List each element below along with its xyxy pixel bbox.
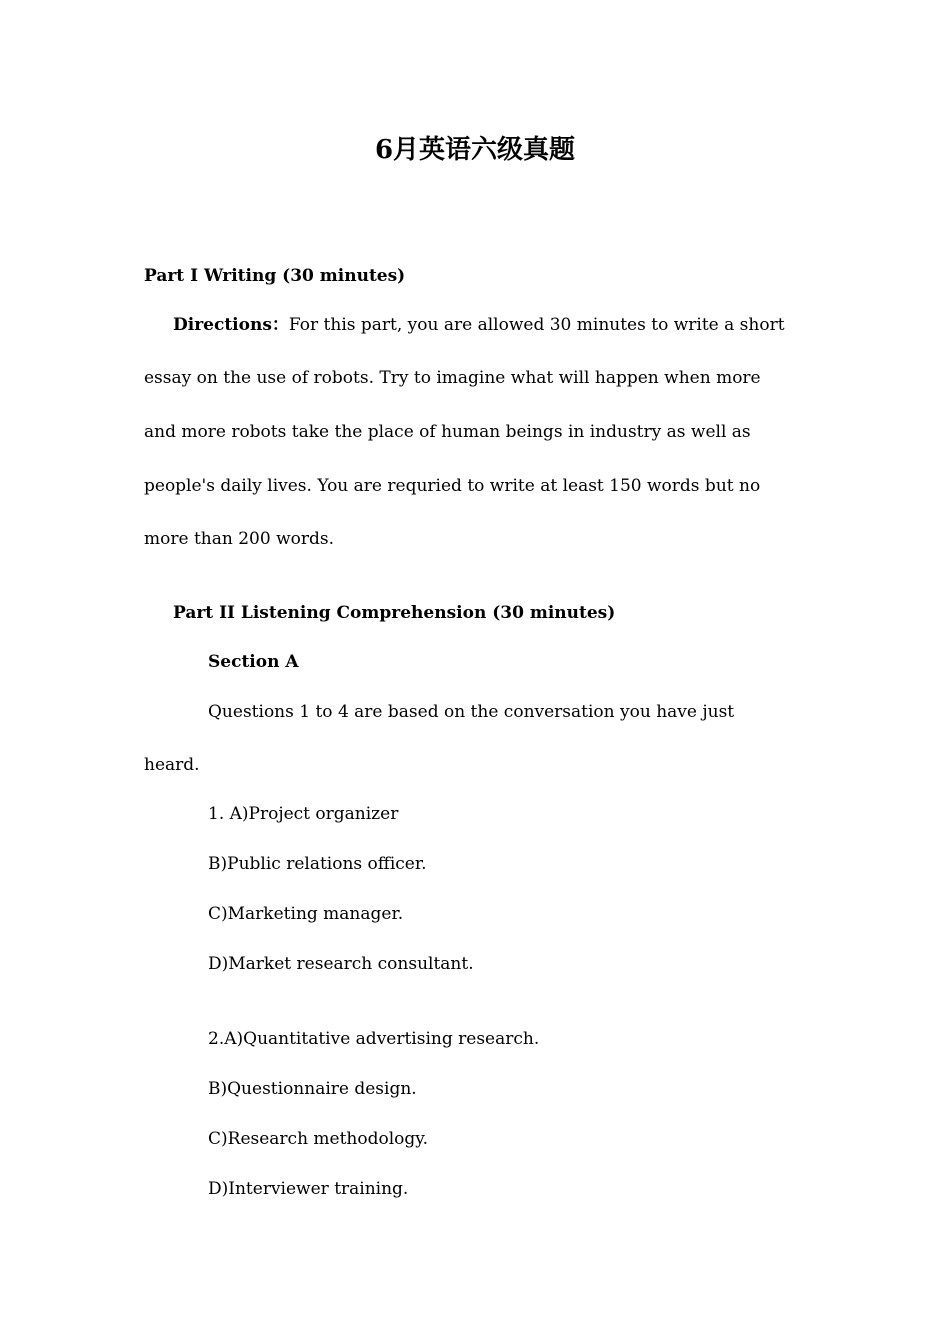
directions-line-1 [173, 313, 785, 337]
directions-line-2: essay on the use of robots. Try to imagine what will happen when more [144, 368, 761, 388]
directions-label: Directions： [173, 315, 289, 335]
part2-heading: Part II Listening Comprehension (30 minutes) [173, 603, 616, 623]
q1-option-c: C)Marketing manager. [208, 904, 404, 924]
q2-option-b: B)Questionnaire design. [208, 1079, 417, 1099]
q2-option-d: D)Interviewer training. [208, 1179, 409, 1199]
q1-option-b: B)Public relations officer. [208, 854, 427, 874]
directions-line-4: people's daily lives. You are requried to write at least 150 words but no [144, 476, 761, 496]
q2-option-c: C)Research methodology. [208, 1129, 429, 1149]
q1-option-a: 1. A)Project organizer [208, 804, 399, 824]
section-a-heading: Section A [208, 652, 299, 672]
part1-heading: Part I Writing (30 minutes) [144, 266, 406, 286]
document-title: 6月英语六级真题 [374, 135, 576, 165]
q1-option-d: D)Market research consultant. [208, 954, 474, 974]
directions-line-5: more than 200 words. [144, 529, 334, 549]
directions-text: For this part, you are allowed 30 minutes to write a short [288, 315, 785, 335]
directions-line-3: and more robots take the place of human beings in industry as well as [144, 422, 751, 442]
q2-option-a: 2.A)Quantitative advertising research. [208, 1029, 540, 1049]
intro-line-2: heard. [144, 755, 200, 775]
intro-line-1: Questions 1 to 4 are based on the conversation you have just [208, 702, 735, 722]
